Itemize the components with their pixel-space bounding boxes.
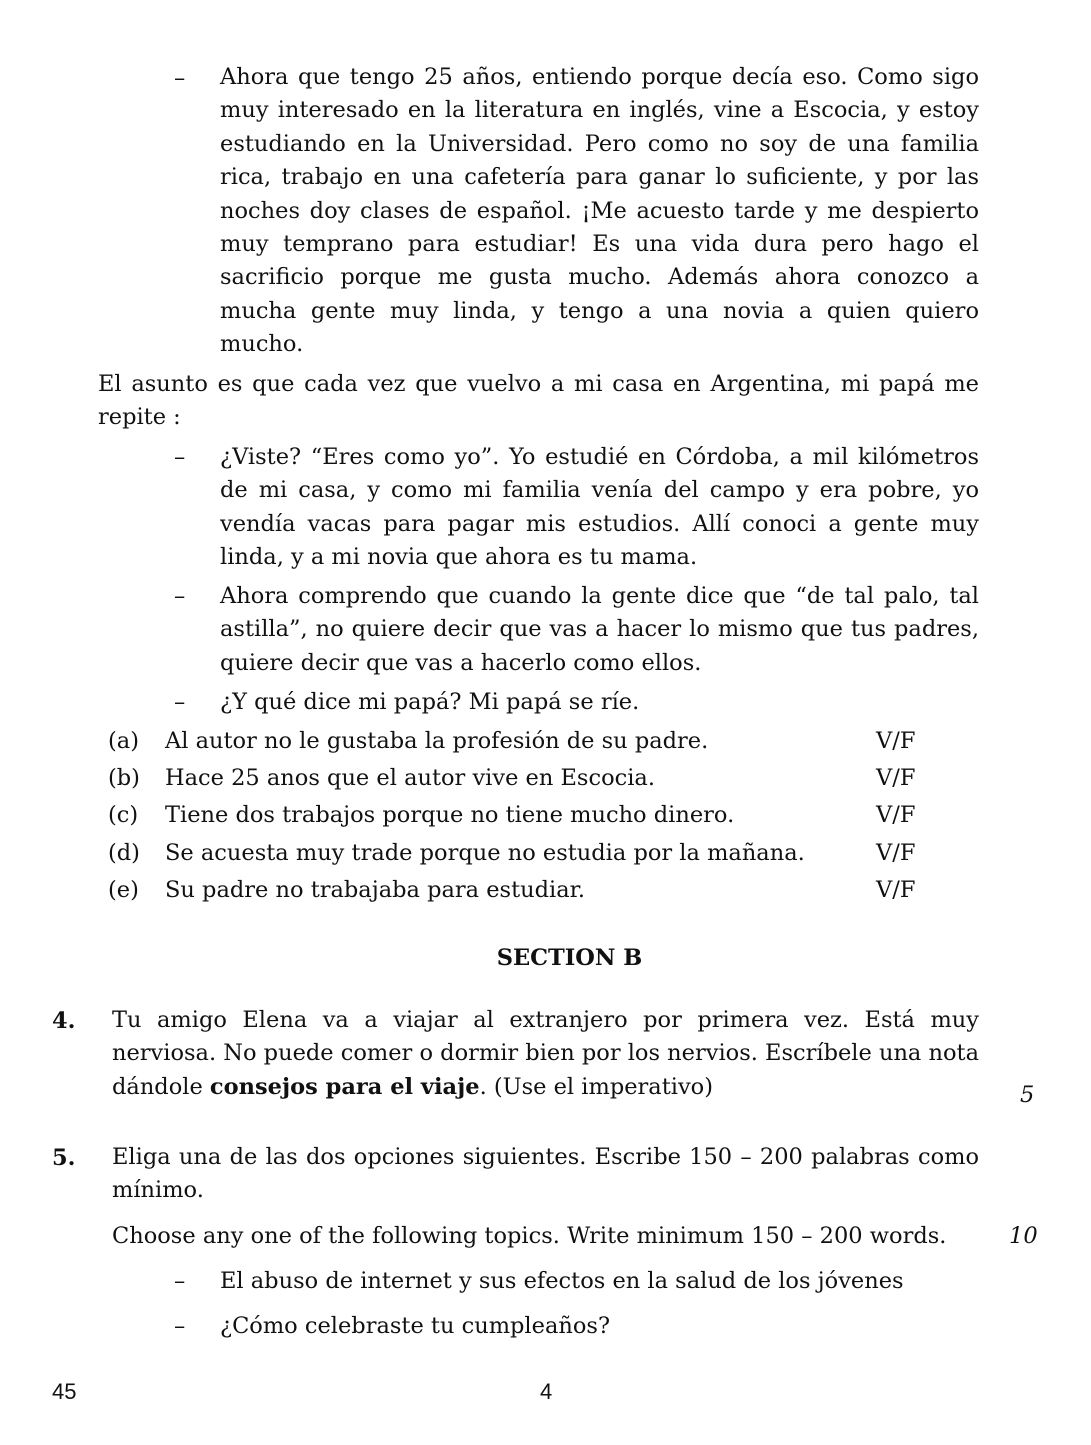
dialog-paragraph-4: ¿Y qué dice mi papá? Mi papá se ríe. (220, 689, 640, 715)
item-label: (e) (108, 877, 139, 903)
dialog-dash-3: – (174, 583, 186, 609)
topic-option-2: ¿Cómo celebraste tu cumpleaños? (220, 1313, 611, 1339)
question-4-marks: 5 (1020, 1082, 1035, 1108)
item-text: Se acuesta muy trade porque no estudia por la mañana. (165, 840, 805, 866)
dialog-dash-1: – (174, 65, 186, 91)
item-label: (b) (108, 765, 140, 791)
topic-dash-1: – (174, 1268, 186, 1294)
item-text: Hace 25 anos que el autor vive en Escocia. (165, 765, 655, 791)
question-4-emphasis: consejos para el viaje (209, 1073, 480, 1100)
item-text: Tiene dos trabajos porque no tiene mucho dinero. (165, 802, 735, 828)
page-number: 4 (540, 1379, 553, 1404)
dialog-dash-2: – (174, 444, 186, 470)
item-answer: V/F (876, 728, 916, 754)
item-text: Su padre no trabajaba para estudiar. (165, 877, 586, 903)
question-5-text-en: Choose any one of the following topics. Write minimum 150 – 200 words. (112, 1223, 947, 1249)
item-answer: V/F (876, 802, 916, 828)
item-label: (c) (108, 802, 139, 828)
item-text: Al autor no le gustaba la profesión de su padre. (165, 728, 709, 754)
question-4-text (112, 1004, 979, 1104)
topic-dash-2: – (174, 1313, 186, 1339)
dialog-dash-4: – (174, 689, 186, 715)
item-label: (a) (108, 728, 139, 754)
narration-paragraph: El asunto es que cada vez que vuelvo a mi casa en Argentina, mi papá me repite : (98, 371, 979, 431)
dialog-paragraph-3: Ahora comprendo que cuando la gente dice que “de tal palo, tal astilla”, no quiere decir que vas a hacer lo mismo que tus padres, quiere decir que vas a hacerlo como ellos. (220, 583, 979, 676)
question-number-5: 5. (52, 1145, 76, 1171)
question-5-text-es: Eliga una de las dos opciones siguientes. Escribe 150 – 200 palabras como mínimo. (112, 1144, 979, 1204)
item-answer: V/F (876, 765, 916, 791)
dialog-paragraph-1: Ahora que tengo 25 años, entiendo porque decía eso. Como sigo muy interesado en la literatura en inglés, vine a Escocia, y estoy estudiando en la Universidad. Pero como no soy de una familia rica, trabajo en una cafetería para ganar lo suficiente, y por las noches doy clases de español. ¡Me acuesto tarde y me despierto muy temprano para estudiar! Es una vida dura pero hago el sacrificio porque me gusta mucho. Además ahora conozco a mucha gente muy linda, y tengo a una novia a quien quiero mucho. (220, 64, 979, 358)
question-number-4: 4. (52, 1008, 76, 1034)
item-answer: V/F (876, 877, 916, 903)
section-title: SECTION B (496, 945, 643, 971)
topic-option-1: El abuso de internet y sus efectos en la salud de los jóvenes (220, 1268, 904, 1294)
item-label: (d) (108, 840, 140, 866)
paper-code: 45 (52, 1379, 77, 1404)
question-4-text-end: . (Use el imperativo) (479, 1073, 713, 1100)
question-4-text-start: Tu amigo Elena va a viajar al extranjero por primera vez. Está muy nerviosa. No puede comer o dormir bien por los nervios. Escríbele una nota dándole (112, 1007, 979, 1100)
question-5-marks: 10 (1009, 1223, 1038, 1249)
dialog-paragraph-2: ¿Viste? “Eres como yo”. Yo estudié en Córdoba, a mil kilómetros de mi casa, y como mi familia venía del campo y era pobre, yo vendía vacas para pagar mis estudios. Allí conoci a gente muy linda, y a mi novia que ahora es tu mama. (220, 444, 979, 571)
item-answer: V/F (876, 840, 916, 866)
